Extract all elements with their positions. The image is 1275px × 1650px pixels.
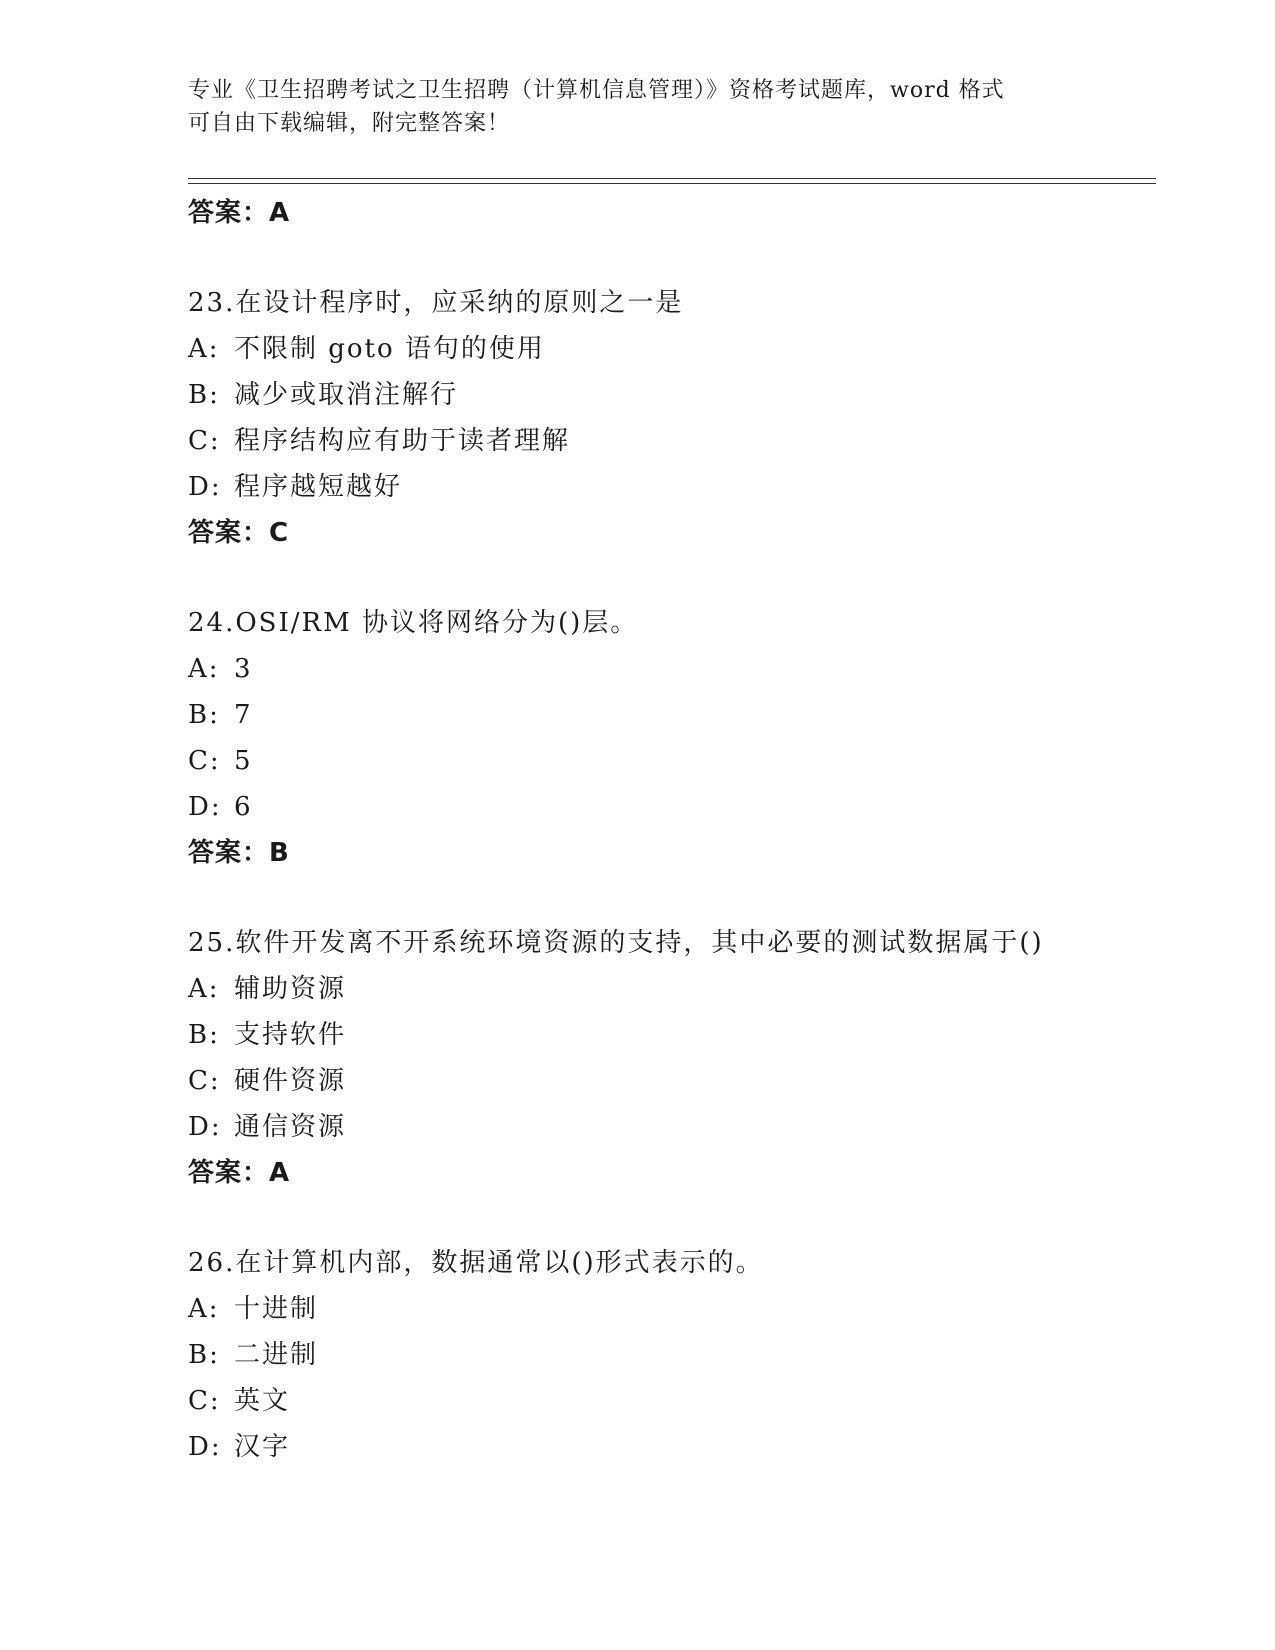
option-text: 二进制 — [234, 1340, 319, 1370]
option-text: 程序越短越好 — [234, 472, 403, 502]
question-title: 23.在设计程序时，应采纳的原则之一是 — [188, 288, 684, 318]
option-text: 5 — [234, 746, 253, 776]
option-key: A: — [188, 974, 220, 1004]
question-23 — [188, 280, 1168, 556]
option-key: B: — [188, 1340, 220, 1370]
header-line-2: 可自由下载编辑，附完整答案！ — [188, 111, 511, 136]
option-key: C: — [188, 746, 221, 776]
option-a — [188, 1286, 1168, 1332]
option-d — [188, 1104, 1168, 1150]
option-c — [188, 1058, 1168, 1104]
document-header — [188, 74, 1088, 140]
option-b — [188, 1332, 1168, 1378]
option-a — [188, 646, 1168, 692]
question-title: 25.软件开发离不开系统环境资源的支持，其中必要的测试数据属于() — [188, 928, 1044, 958]
option-b — [188, 1012, 1168, 1058]
answer-line: 答案：A — [188, 198, 291, 228]
option-key: B: — [188, 700, 220, 730]
option-text: 程序结构应有助于读者理解 — [234, 426, 571, 456]
option-key: C: — [188, 1066, 221, 1096]
option-key: D: — [188, 472, 222, 502]
question-25 — [188, 920, 1168, 1196]
option-key: D: — [188, 1112, 222, 1142]
option-text: 通信资源 — [234, 1112, 347, 1142]
option-key: C: — [188, 1386, 221, 1416]
option-key: D: — [188, 1432, 222, 1462]
question-title: 26.在计算机内部，数据通常以()形式表示的。 — [188, 1248, 764, 1278]
question-26 — [188, 1240, 1168, 1470]
option-text: 7 — [234, 700, 253, 730]
option-key: A: — [188, 334, 220, 364]
option-text: 硬件资源 — [234, 1066, 347, 1096]
option-d — [188, 1424, 1168, 1470]
option-text: 3 — [234, 654, 253, 684]
answer-line: 答案：B — [188, 838, 290, 868]
question-list — [188, 190, 1168, 1470]
option-key: C: — [188, 426, 221, 456]
option-key: A: — [188, 654, 220, 684]
option-text: 十进制 — [234, 1294, 319, 1324]
option-text: 减少或取消注解行 — [234, 380, 459, 410]
option-b — [188, 372, 1168, 418]
option-text: 辅助资源 — [234, 974, 347, 1004]
option-c — [188, 1378, 1168, 1424]
option-a — [188, 966, 1168, 1012]
option-text: 不限制 goto 语句的使用 — [234, 334, 545, 364]
option-c — [188, 418, 1168, 464]
header-divider-top — [188, 178, 1156, 179]
option-a — [188, 326, 1168, 372]
answer-line: 答案：C — [188, 518, 290, 548]
answer-line: 答案：A — [188, 1158, 291, 1188]
option-d — [188, 464, 1168, 510]
option-key: A: — [188, 1294, 220, 1324]
option-text: 英文 — [234, 1386, 291, 1416]
header-divider-bottom — [188, 183, 1156, 184]
option-d — [188, 784, 1168, 830]
option-text: 汉字 — [234, 1432, 291, 1462]
option-b — [188, 692, 1168, 738]
option-key: B: — [188, 380, 220, 410]
option-key: D: — [188, 792, 222, 822]
question-title: 24.OSI/RM 协议将网络分为()层。 — [188, 608, 639, 638]
header-line-1: 专业《卫生招聘考试之卫生招聘（计算机信息管理）》资格考试题库，word 格式 — [188, 78, 1005, 103]
option-c — [188, 738, 1168, 784]
option-text: 6 — [234, 792, 253, 822]
question-24 — [188, 600, 1168, 876]
option-text: 支持软件 — [234, 1020, 347, 1050]
option-key: B: — [188, 1020, 220, 1050]
